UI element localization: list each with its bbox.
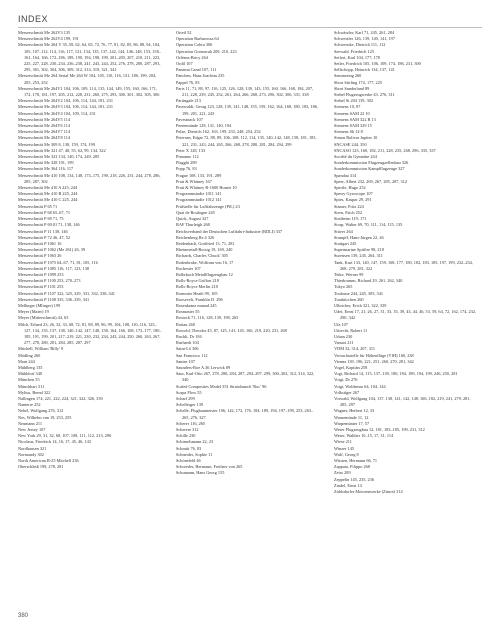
index-entry: Schneider, Sophie 11 <box>176 451 213 457</box>
index-entry: Ufa 107 <box>334 321 348 327</box>
index-entry: Operation Gomorrah 209, 210, 223 <box>176 48 237 54</box>
index-entry: Panama Canal 107, 111 <box>176 67 217 73</box>
index-entry: Weser, Walther 10–15, 17, 31, 114 <box>334 433 394 439</box>
index-entry: Stumpff, Hans-Jürgen 22, 26 <box>334 234 384 240</box>
index-entry: Prüfstelle für Luftfahrzeuge (PfL) 23 <box>176 203 240 209</box>
index-entry: Messerschmitt Me 264V6 114 <box>18 123 70 129</box>
index-entry: Nicolaus, Friedrich 14, 16, 17, 45, 46, 143 <box>18 439 91 445</box>
index-entry: Mylius, Bernd 322 <box>18 389 51 395</box>
index-entry: Vorwald, Wolfgang 104, 137, 138, 141, 142, 148, 166, 182, 219, 241, 279, 281, 285, 297 <box>334 395 471 408</box>
index-entry: Operation Cobra 306 <box>176 42 213 48</box>
index-entry: Simon Bolivar Jupiter 10 <box>334 135 378 141</box>
index-entry: Stüver 264 <box>334 228 353 234</box>
index-entry: Messerschmitt P 1061 16 <box>18 240 62 246</box>
index-entry: Warpemünter 17, 57 <box>334 420 370 426</box>
index-entry: Nallingen 174, 221, 222, 224, 321, 322, 326, 339 <box>18 395 103 401</box>
index-entry: Messerschmitt Me 264 Serial Me 264 W 104, 105, 110, 116, 131, 186, 199, 204, 205, 253, 252 <box>18 73 157 85</box>
index-entry: Rolls-Royce Griffon 218 <box>176 278 219 284</box>
index-entry: Messerschmitt P 72 46, 47, 52 <box>18 234 70 240</box>
index-entry: Tokyo 265 <box>334 284 353 290</box>
index-entry: Rosmaster 55 <box>176 309 200 315</box>
index-entry: Tank, Kurt 133, 140, 147, 159, 168, 177, 180, 182, 183, 185, 197, 199, 232–234, 268, 279, 281, 322 <box>334 259 473 271</box>
index-entry: Messerschmitt P 65 71 <box>18 203 58 209</box>
index-entry: Messerschmitt Me 262V4 199, 191 <box>18 36 79 42</box>
index-entry: New York 29, 31, 32, 68, 107, 108, 111, 112, 213, 296 <box>18 433 112 439</box>
index-entry: Messerschmitt P 1099 253 <box>18 271 64 277</box>
index-entry: Weser Flugzeugbau 12, 181, 183–185, 199, 231, 312 <box>334 427 425 432</box>
index-entry: Mellinger (Mlinger) 199 <box>18 302 61 308</box>
index-entry: Winzer 145 <box>334 445 354 451</box>
index-entry: Zeppelin 145, 235, 236 <box>334 476 374 482</box>
index-entry: Nanterre 252 <box>18 402 41 408</box>
index-entry: Saunders-Roe A.36 Lerwick 89 <box>176 364 231 370</box>
index-entry: Messerschmitt Me 264V2 104, 106, 114, 144, 181, 231 <box>18 98 113 104</box>
index-entry: Quai de Boulogne 245 <box>176 209 215 215</box>
index-entry: Plagghi 289 <box>176 160 197 166</box>
index-entry: Société du Gymnâse 244 <box>334 154 377 160</box>
index-entry: Uttrecht, Robert 11 <box>334 327 368 333</box>
index-entry: Nebel, Wolfgang 276, 312 <box>18 408 64 414</box>
index-entry: München 55 <box>18 377 40 383</box>
index-entry: Messerschmitt P 69.01 71, 138, 146 <box>18 222 80 228</box>
index-entry: Operation Barbarossa 64 <box>176 36 219 42</box>
index-entry: Schmitt 76, 83 <box>176 445 202 451</box>
index-entry: Mühldorf 340 <box>18 371 42 377</box>
index-entry: Neumann 211 <box>18 420 43 426</box>
index-entry: Mont 244 <box>18 358 35 364</box>
index-entry: Rurhardt 104 <box>176 340 199 346</box>
index-entry: Siemens SAM 22 10 <box>334 110 370 116</box>
index-entry: Scherere 312 <box>176 427 199 432</box>
index-entry: Messerschmitt P 1062 (Me 261) 26, 39 <box>18 247 86 253</box>
index-entry: Mitchell, William 'Billy' 9 <box>18 346 63 352</box>
index-entry: Rottau 260 <box>176 321 195 327</box>
index-entry: Pratt & Whitney R-1600 Hornet 10 <box>176 185 237 191</box>
index-entry: Rommier Heath 99, 105 <box>176 290 218 296</box>
index-entry: Stamer, Fritz 224 <box>334 203 364 209</box>
index-entry: Messerschmitt P 1100 253, 270–273 <box>18 278 81 284</box>
index-entry: Santee 107 <box>176 358 195 364</box>
index-entry: Sperrle, Hugo 252 <box>334 185 366 191</box>
index-entry: Orléans-Bricy 264 <box>176 54 208 60</box>
index-entry: Siemens Sh 14 8 <box>334 129 363 135</box>
index-entry: Messerschmitt Me 364 116, 117 <box>18 166 74 172</box>
index-entry: Messerschmitt Me 264V1 104, 106, 109, 114, 135, 144, 149, 155, 160, 166, 171, 172, 178, 181, 197, 205, 212, 228, 231, 260, 275, 293, 300, 301, 302, 305, 306 <box>18 85 160 98</box>
index-entry: Thierkramm, Richard 29, 261, 262, 340 <box>334 278 403 284</box>
index-entry: Wiese 211 <box>334 439 352 445</box>
index-entry: Nes, Wilhelm van 19, 253, 255 <box>18 414 72 420</box>
index-entry: Seiler, Friedrich 105, 106, 109, 174, 186, 231, 300 <box>334 61 421 67</box>
index-column-1 <box>18 30 162 470</box>
index-entry: Wulf, Georg 8 <box>334 451 359 457</box>
index-entry: Petersen, Edgar 72, 88, 89, 106–108, 112, 114, 135, 140–142, 148, 158, 181, 183, 221, 231, 243, 244, 265, 266, 268, 278, 280, 281, 284, 294, 299 <box>176 135 317 147</box>
index-entry: Rostock 71, 116, 128, 139, 198, 265 <box>176 315 239 321</box>
index-entry: Pappel 76, 83 <box>176 79 200 85</box>
index-entry: Zappata, Filippo 268 <box>334 464 370 470</box>
index-entry: Scaled Composites Model 351 Stratolaunch 'Roc' 96 <box>176 383 267 389</box>
index-entry: Messerschmitt Me 264V7 114 <box>18 129 70 135</box>
index-entry: Messerschmitt P 1107 322, 325, 329, 331, 332, 338–341 <box>18 290 115 296</box>
index-entry: Messerschmitt P 1063 26 <box>18 253 62 259</box>
index-entry: Schweizler 126, 139, 140, 141, 197 <box>334 36 395 42</box>
index-entry: Normandy 302 <box>18 451 44 457</box>
index-entry: Warnemünde 11, 12 <box>334 414 369 420</box>
index-entry: Schönefeld 46 <box>176 458 201 464</box>
index-entry: Orteil 52 <box>176 30 192 35</box>
index-entry: Messerschmitt Me 264 V 35–58, 62, 64, 65, 72, 76, 77, 81, 82, 85, 86, 88, 94, 104, 105, 107–112, 114, 116, 117, 121, 134, 135, 137–142, 144, 146–148, 153, 158–161, 164, 166, 172–186, 189, 190, 194, 198, 199, 201–205, 207, 210, 211, 223, 225, 227, 228, 230–234, 236–238, 241, 243, 244, 252, 276, 278, 280, 287, 293, 295, 301, 302, 304, 306, 309, 312, 314, 319, 321, 341 <box>18 42 161 73</box>
index-entry: Messerschmitt Me 262V3 135 <box>18 30 71 35</box>
index-entry: Prague 108, 133, 191, 289 <box>176 172 222 178</box>
index-entry: Short Stirling 174, 177, 225 <box>334 79 382 85</box>
index-entry: Messerschmitt Me 410 108, 134, 148, 173–175, 190, 218, 226, 231, 244, 278, 286, 285, 287, 302 <box>18 172 161 184</box>
index-entry: Messerschmitt Me 264V3 104, 106, 114, 144, 181, 231 <box>18 104 113 110</box>
index-entry: Rolls-Royce Merlin 218 <box>176 284 218 290</box>
index-entry: Messerschmitt P 69 71, 75 <box>18 216 64 222</box>
index-entry: Trauktirchen 260 <box>334 296 364 302</box>
index-column-2 <box>176 30 320 477</box>
index-entry: Storp, Walter 69, 70, 111, 114, 115, 135 <box>334 222 403 228</box>
index-entry: North American B-25 Mitchell 236 <box>18 458 79 464</box>
index-entry: Schellerger 139 <box>176 402 204 408</box>
index-entry: Messerschmitt Me 264V5 114 <box>18 116 70 122</box>
index-entry: Zindel, Ernst 14 <box>334 482 362 488</box>
index-entry: Siebel Flugzeugwerke 43, 276, 311 <box>334 92 395 98</box>
index-entry: Rowold, Theodor 45, 87, 125, 141, 145, 160, 219, 220, 231, 268 <box>176 327 287 333</box>
page-number: 380 <box>18 613 29 619</box>
index-entry: Schwencke, Dietrich 111, 112 <box>334 42 386 48</box>
index-entry: Paris 11, 71, 88, 97, 116, 125, 126, 128, 139, 143, 155, 160, 166, 168, 184, 207, 211, 228, 239, 245, 252, 261, 264, 266, 268, 273, 296, 302, 306, 331, 338 <box>176 85 314 98</box>
index-entry: Messerschmitt Me 410 B 225, 244 <box>18 191 78 197</box>
index-entry: Messerschmitt P 1101 253 <box>18 284 64 290</box>
index-entry: Siemens 10, 87 <box>334 104 361 110</box>
index-entry: Schelle, Flugbaumeister 106, 142, 172, 176, 184, 189, 194, 197–199, 253, 263–265, 276, 327 <box>176 408 314 420</box>
index-entry: Milch, Erhard 23, 26, 32, 33, 68, 72, 81, 88, 89, 96, 99, 104, 108, 110–116, 125–127, 134, 135, 137, 138, 140–142, 147, 148, 158, 164, 166, 168, 173–177, 180–185, 191, 199, 201, 217–219, 221, 230, 232, 234, 243, 244, 250, 260, 263, 267, 277, 278, 280, 281, 284, 285, 287, 297 <box>18 321 162 346</box>
index-entry: Pasewaldt, Georg 123, 128, 139, 141, 148, 155, 159, 162, 164, 168, 180, 183, 186, 199, 201, 221, 243 <box>176 104 318 116</box>
index-entry: Popp 76, 83 <box>176 166 197 172</box>
index-entry: Messerschmitt Me 264V8 114 <box>18 135 70 141</box>
index-entry: Urban 230 <box>334 333 353 339</box>
index-entry: Mühlberg 135 <box>18 364 43 370</box>
index-entry: Pimanno 112 <box>176 154 199 160</box>
index-entry: Rochester 107 <box>176 265 201 271</box>
index-entry: Ordil 107 <box>176 61 193 67</box>
index-entry: Zeiss 289 <box>334 470 351 476</box>
index-entry: Partingale 213 <box>176 98 201 104</box>
index-entry: Scherer 116, 265 <box>176 420 206 426</box>
index-entry: Sonderkommission Flugzeugzellenbau 326 <box>334 160 409 166</box>
index-entry: Schimelsmann 22, 23 <box>176 439 214 445</box>
index-entry: Sellschopp, Heinrich 134, 137, 141 <box>334 67 395 73</box>
index-entry: Oberschleiß 199, 278, 281 <box>18 464 64 470</box>
index-entry: Pavestnack 107 <box>176 116 203 122</box>
index-entry: Tetke, Werner 99 <box>334 271 364 277</box>
index-entry: Messerschmitt Me 309 8, 138, 159, 174, 199 <box>18 141 95 147</box>
index-entry: Short Sunderland 89 <box>334 85 370 91</box>
index-entry: Meyer (Maier) 19 <box>18 309 49 315</box>
index-entry: Vogel, Kapitän 258 <box>334 364 368 370</box>
index-entry: Roosevelt, Franklin D. 296 <box>176 296 223 302</box>
index-entry: SNCASE 244, 350 <box>334 141 367 147</box>
index-entry: Panchen, Hans Joachim 235 <box>176 73 225 79</box>
index-entry: SNCASO 125, 160, 182, 211, 228, 235, 268, 296, 335, 337 <box>334 147 436 153</box>
index-entry: Voigt, Dr 276 <box>334 377 358 383</box>
index-entry: RAF Thurleigh 268 <box>176 222 210 228</box>
index-entry: Siebel Si 204 139, 302 <box>334 98 374 104</box>
index-entry: Messerschmitt P 68 65–67, 71 <box>18 209 70 215</box>
index-entry: Peter X 128, 133 <box>176 147 206 153</box>
index-entry: Wagner, Herbert 12, 33 <box>334 408 375 414</box>
index-entry: Seewald, Friedrich 125 <box>334 48 374 54</box>
index-entry: Vienna 139, 196, 221, 251, 260, 270, 281, 342 <box>334 358 414 364</box>
index-column-3 <box>334 30 478 495</box>
index-entry: Spies, Kaspar 29, 291 <box>334 197 372 203</box>
index-entry: Udet, Ernst 17, 21, 26, 27, 31, 33, 35, 39, 43, 44, 46, 53, 59, 64, 72, 162, 174, 232, 290, 342 <box>334 309 477 321</box>
index-entry: Reichenberg Re 4 326 <box>176 234 215 240</box>
index-entry: Messerschmitt Me 410 C 225, 244 <box>18 197 78 203</box>
index-entry: Siemens SAM 329 15 <box>334 123 372 129</box>
index-entry: Messerschmitt P 1075 64–67, 71, 81, 105, 116 <box>18 259 98 265</box>
index-entry: New Jersey 107 <box>18 427 46 432</box>
index-entry: Stuttgart 245 <box>334 240 357 246</box>
index-entry: VDM 32, 314, 207, 311 <box>334 346 376 352</box>
index-entry: Messerschmitt P 1085 116, 117, 123, 138 <box>18 265 90 271</box>
index-entry: Spandau 314 <box>334 172 357 178</box>
index-entry: Reichsverband der Deutschen Luftfahrt-Industrie (RDLI) 337 <box>176 228 283 234</box>
index-entry: Rolhrbach Metallflugzeugbau 12 <box>176 271 233 277</box>
index-entry: Wüsten, Hermann 66, 71 <box>334 458 378 464</box>
index-entry: Messerschmitt Me 264V4 104, 109, 114, 231 <box>18 110 96 116</box>
index-entry: Rodenbrake, Wolfram von 16, 17 <box>176 259 234 265</box>
index-entry: Versuchsstelle für Höhenflüge (VfH) 160, 238 <box>334 352 414 358</box>
index-entry: Messerschmitt Me 410 A 225, 244 <box>18 185 78 191</box>
index-entry: Semmering 260 <box>334 73 362 79</box>
index-entry: Messerschmitt Me 321 47, 48, 55, 62, 99, 134, 322 <box>18 147 106 153</box>
index-entry: Vanuot 211 <box>334 340 354 346</box>
index-entry: Reidenbach, Gottfried 13, 71, 281 <box>176 240 235 246</box>
index-entry: Ulbricher, Erich 321, 322, 339 <box>334 302 387 308</box>
index-entry: Toulouse 244, 245, 305, 341 <box>334 290 383 296</box>
index-entry: Messerschmitt Me 328 191, 199 <box>18 160 74 166</box>
index-entry: Schwärzler, Karl 71, 245, 261, 284 <box>334 30 395 35</box>
index-entry: Siemens SAM 322 B 13 <box>334 116 376 122</box>
index-entry: Sperry Gyroscope 107 <box>334 191 373 197</box>
index-entry: Saur, Karl-Otto 267, 278, 280, 284, 287, 294–297, 299, 300–302, 312, 314, 322, 340 <box>176 371 315 383</box>
index-entry: Stettheim 119, 171 <box>334 216 367 222</box>
index-entry: Schroeder, Hermann, Freiherr von 265 <box>176 464 243 470</box>
index-entry: Schille 230 <box>176 433 196 439</box>
index-entry: San Francisco 112 <box>176 352 208 358</box>
index-entry: Richards, Charles 'Chuck' 305 <box>176 253 228 259</box>
index-entry: Scharf 299 <box>176 395 195 401</box>
index-entry: Zühlsdorfer Motorenwerke (Zimot) 314 <box>334 489 403 495</box>
index-entry: Sonderkommission Kampfflugzeuge 327 <box>334 166 405 172</box>
index-entry: Programmstudie 1011 141 <box>176 191 222 197</box>
index-entry: Speer, Albert 232, 269, 267, 285, 287, 312 <box>334 178 407 184</box>
index-entry: Scapa Flow 55 <box>176 389 202 395</box>
index-entry: Rheinmetall-Borsig 19, 169, 240 <box>176 247 233 253</box>
index-entry: Programmstudie 1012 141 <box>176 197 222 203</box>
index-entry: Vogt, Richard 14, 115, 137–139, 180, 184, 189, 194, 199, 246, 250, 281 <box>334 371 458 377</box>
index-entry: Münchhart 311 <box>18 383 45 389</box>
index-entry: Saint-Lô 306 <box>176 346 199 352</box>
index-entry: Pelze, Dietrich 162, 163, 199, 233, 248, 254, 252 <box>176 129 261 135</box>
index-entry: Ruchli, Dr 184 <box>176 333 202 339</box>
index-entry: Pratt & Whitney 167 <box>176 178 212 184</box>
index-entry: Schumann, Hans Georg 155 <box>176 470 225 476</box>
index-entry: Supermarine Spitfire 98, 218 <box>334 247 384 253</box>
index-entry: Voigt, Woldemar 64, 104, 144 <box>334 383 386 389</box>
index-entry: Mödling 260 <box>18 352 41 358</box>
page-header: INDEX <box>18 14 482 28</box>
index-entry: Peenemünde 128, 131, 140, 194 <box>176 123 232 129</box>
index-entry: Nordhausen 321 <box>18 445 47 451</box>
index-entry: Messerschmitt P 1108 335, 336–339, 341 <box>18 296 90 302</box>
index-entry: Messerschmitt P 11 138, 146 <box>18 228 68 234</box>
index-entry: Stern, Erich 252 <box>334 209 363 215</box>
index-entry: Messerschmitt Me 323 134, 140, 174, 249, 285 <box>18 154 100 160</box>
index-entry: Volkstiger 267 <box>334 389 360 395</box>
index-entry: Rosenkranz munad 245 <box>176 302 217 308</box>
index-entry: Surensen 139, 245, 264, 311 <box>334 253 383 259</box>
index-entry: Quick, August 327 <box>176 216 209 222</box>
index-entry: Meyer (Mitterschmitt) 44, 65 <box>18 315 69 321</box>
index-entry: Seifert, Karl 104, 177, 178 <box>334 54 380 60</box>
